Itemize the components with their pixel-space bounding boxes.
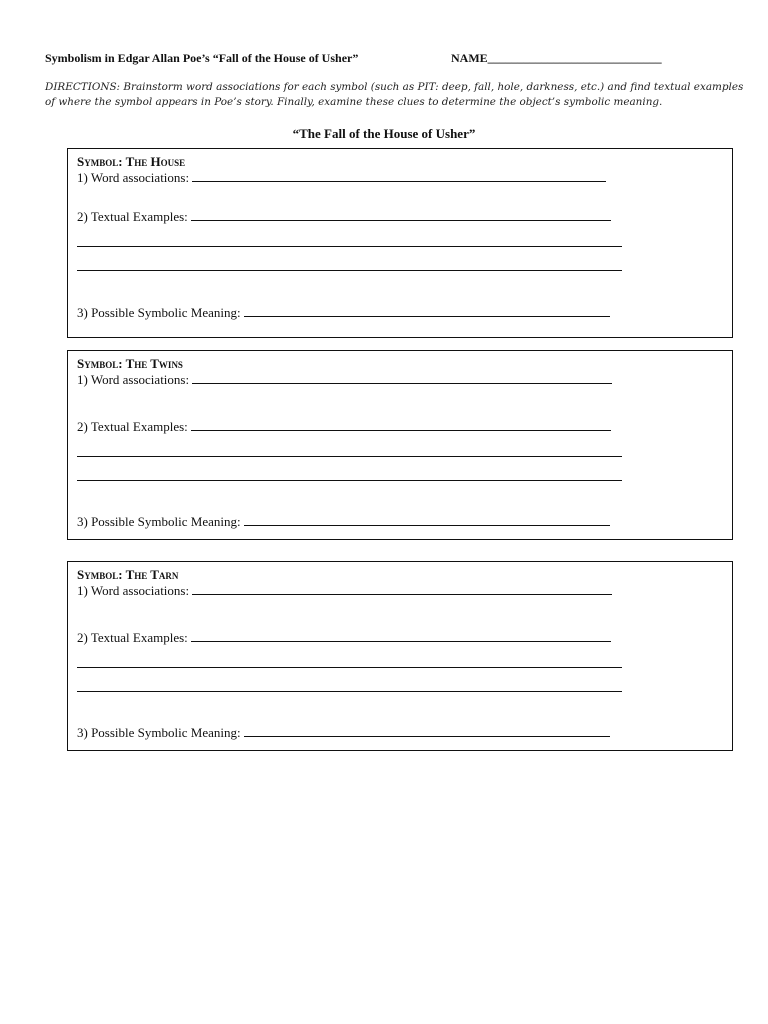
word-associations-blank[interactable]: [192, 170, 606, 182]
textual-examples-blank[interactable]: [191, 419, 611, 431]
name-field[interactable]: NAME_____________________________: [451, 51, 662, 65]
textual-examples-label: 2) Textual Examples:: [77, 630, 192, 645]
textual-examples-line[interactable]: [77, 667, 622, 668]
symbol-title: Symbol: The Twins: [77, 356, 183, 371]
directions-text: DIRECTIONS: Brainstorm word associations for each symbol (such as PIT: deep, fall, hole, darkness, etc.) and find textual examples of where the symbol appears in Poe’s story. Finally, examine these clues to determine the object’s symbolic meaning.: [45, 81, 744, 108]
textual-examples-line[interactable]: [77, 480, 622, 481]
symbol-title: Symbol: The House: [77, 154, 186, 169]
textual-examples-label: 2) Textual Examples:: [77, 419, 192, 434]
textual-examples-label: 2) Textual Examples:: [77, 209, 192, 224]
textual-examples-line[interactable]: [77, 270, 622, 271]
symbolic-meaning-blank[interactable]: [244, 514, 610, 526]
textual-examples-line[interactable]: [77, 691, 622, 692]
word-associations-blank[interactable]: [192, 372, 612, 384]
symbol-box-house: [67, 148, 733, 338]
story-title: “The Fall of the House of Usher”: [292, 126, 476, 141]
word-associations-label: 1) Word associations:: [77, 170, 193, 185]
textual-examples-line[interactable]: [77, 246, 622, 247]
symbol-box-tarn: [67, 561, 733, 751]
symbolic-meaning-label: 3) Possible Symbolic Meaning:: [77, 514, 244, 529]
textual-examples-blank[interactable]: [191, 209, 611, 221]
symbolic-meaning-label: 3) Possible Symbolic Meaning:: [77, 725, 244, 740]
symbolic-meaning-blank[interactable]: [244, 725, 610, 737]
symbolic-meaning-blank[interactable]: [244, 305, 610, 317]
word-associations-blank[interactable]: [192, 583, 612, 595]
symbolic-meaning-label: 3) Possible Symbolic Meaning:: [77, 305, 244, 320]
symbol-title: Symbol: The Tarn: [77, 567, 179, 582]
textual-examples-blank[interactable]: [191, 630, 611, 642]
word-associations-label: 1) Word associations:: [77, 372, 193, 387]
worksheet-header: [45, 51, 735, 66]
textual-examples-line[interactable]: [77, 456, 622, 457]
worksheet-title: Symbolism in Edgar Allan Poe’s “Fall of the House of Usher”: [45, 51, 359, 65]
word-associations-label: 1) Word associations:: [77, 583, 193, 598]
symbol-box-twins: [67, 350, 733, 540]
